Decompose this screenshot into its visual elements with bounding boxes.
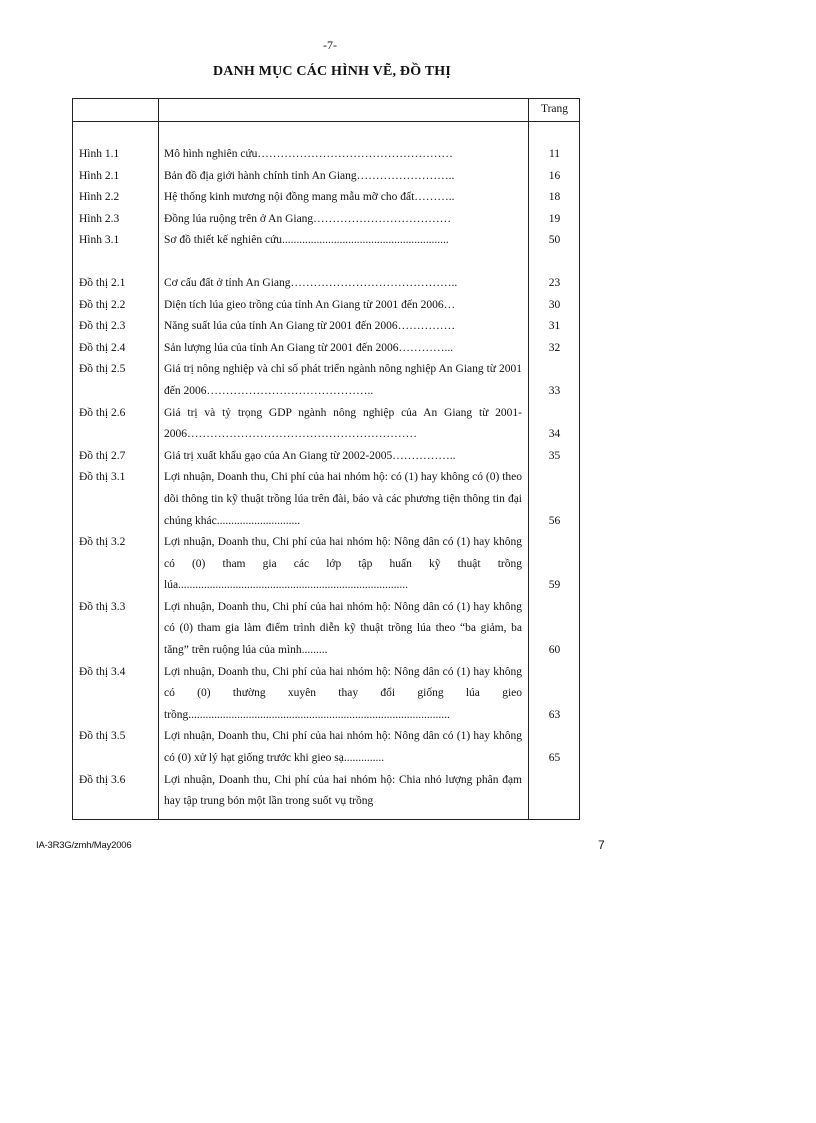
chart-title: Năng suất lúa của tỉnh An Giang từ 2001 đến 2006……………	[164, 320, 456, 333]
figure-label: Hình 2.1	[79, 169, 120, 182]
toc-row	[73, 187, 579, 209]
toc-row	[73, 770, 579, 813]
toc-row	[73, 359, 579, 402]
figure-label: Hình 2.3	[79, 212, 120, 225]
toc-row	[73, 166, 579, 188]
chart-page: 65	[548, 752, 561, 765]
chart-title: Lợi nhuận, Doanh thu, Chi phí của hai nhóm hộ: Chia nhỏ lượng phân đạm hay tập trung bón một lần trong suốt vụ trồng	[164, 773, 522, 808]
chart-label: Đồ thị 2.2	[79, 298, 126, 311]
figure-page: 50	[548, 234, 561, 247]
chart-title: Lợi nhuận, Doanh thu, Chi phí của hai nhóm hộ: Nông dân có (1) hay không có (0) tham gia các lớp tập huấn kỹ thuật trồng lúa................................................................................	[164, 536, 522, 592]
figure-label: Hình 1.1	[79, 148, 120, 160]
toc-row	[73, 446, 579, 468]
toc-row	[73, 467, 579, 532]
chart-page: 35	[548, 449, 561, 462]
chart-page: 63	[548, 708, 561, 721]
toc-row	[73, 295, 579, 317]
toc-row	[73, 209, 579, 231]
footer-code: IA-3R3G/zmh/May2006	[36, 840, 132, 851]
chart-label: Đồ thị 3.2	[79, 536, 126, 549]
toc-row	[73, 662, 579, 727]
figure-label: Hình 2.2	[79, 191, 120, 204]
chart-title: Lợi nhuận, Doanh thu, Chi phí của hai nhóm hộ: Nông dân có (1) hay không có (0) xử lý hạt giống trước khi gieo sạ..............	[164, 730, 522, 765]
chart-title: Giá trị và tỷ trọng GDP ngành nông nghiệp của An Giang từ 2001-2006……………………………………………………	[164, 406, 522, 441]
chart-title: Sản lượng lúa của tỉnh An Giang từ 2001 đến 2006…………...	[164, 341, 454, 354]
figure-label: Hình 3.1	[79, 234, 120, 247]
page-title: DANH MỤC CÁC HÌNH VẼ, ĐỒ THỊ	[212, 64, 452, 79]
chart-page: 31	[548, 320, 561, 333]
figure-title: Bản đồ địa giới hành chính tỉnh An Giang……………………..	[164, 169, 455, 182]
figure-title: Đồng lúa ruộng trên ở An Giang………………………………	[164, 212, 452, 225]
chart-page: 56	[548, 514, 561, 527]
chart-page: 30	[548, 298, 561, 311]
chart-label: Đồ thị 2.3	[79, 320, 126, 333]
toc-row	[73, 316, 579, 338]
toc-rows	[73, 144, 579, 813]
chart-page: 60	[548, 644, 561, 657]
chart-title: Lợi nhuận, Doanh thu, Chi phí của hai nhóm hộ: có (1) hay không có (0) theo dõi thông tin kỹ thuật trồng lúa trên đài, báo và các phương tiện thông tin đại chúng khác.............................	[164, 471, 522, 527]
footer-page-number: 7	[598, 838, 605, 852]
toc-row	[73, 532, 579, 597]
toc-row	[73, 726, 579, 769]
chart-label: Đồ thị 3.6	[79, 773, 126, 786]
chart-page: 23	[548, 276, 561, 289]
figure-page: 16	[548, 169, 561, 182]
chart-label: Đồ thị 2.4	[79, 341, 126, 354]
figure-title: Mô hình nghiên cứu……………………………………………	[164, 148, 453, 160]
toc-row	[73, 230, 579, 252]
figure-page: 18	[548, 191, 561, 204]
chart-page: 34	[548, 428, 561, 441]
figure-title: Sơ đồ thiết kế nghiên cứu..........................................................	[164, 234, 449, 247]
chart-label: Đồ thị 3.4	[79, 665, 126, 678]
chart-label: Đồ thị 3.3	[79, 600, 126, 613]
toc-row	[73, 597, 579, 662]
page-number: -7-	[323, 38, 337, 52]
toc-row	[73, 273, 579, 295]
chart-label: Đồ thị 2.6	[79, 406, 126, 419]
chart-label: Đồ thị 2.7	[79, 449, 126, 462]
figure-page: 19	[548, 212, 561, 225]
chart-title: Cơ cấu đất ở tỉnh An Giang……………………………………..	[164, 276, 458, 289]
chart-label: Đồ thị 2.1	[79, 276, 126, 289]
chart-title: Giá trị xuất khẩu gạo của An Giang từ 2002-2005……………..	[164, 449, 456, 462]
chart-title: Giá trị nông nghiệp và chỉ số phát triển ngành nông nghiệp An Giang từ 2001 đến 2006……………………………………..	[164, 363, 522, 397]
chart-label: Đồ thị 2.5	[79, 363, 126, 376]
chart-title: Lợi nhuận, Doanh thu, Chi phí của hai nhóm hộ: Nông dân có (1) hay không có (0) thường xuyên thay đổi giống lúa gieo trồng...........................................................................................	[164, 665, 522, 721]
page-column-header: Trang	[540, 103, 569, 115]
chart-label: Đồ thị 3.1	[79, 471, 126, 484]
chart-page: 32	[548, 341, 561, 354]
toc-row	[73, 338, 579, 360]
toc-row	[73, 403, 579, 446]
chart-title: Lợi nhuận, Doanh thu, Chi phí của hai nhóm hộ: Nông dân có (1) hay không có (0) tham gia làm điểm trình diễn kỹ thuật trồng lúa theo “ba giảm, ba tăng” trên ruộng lúa của mình.........	[164, 600, 522, 657]
group-spacer	[73, 252, 579, 273]
header-divider	[73, 121, 579, 122]
toc-table	[72, 98, 580, 820]
figure-page: 11	[548, 148, 561, 160]
figure-title: Hệ thống kinh mương nội đồng mang mẫu mỡ cho đất………..	[164, 191, 455, 204]
chart-label: Đồ thị 3.5	[79, 730, 126, 743]
chart-title: Diện tích lúa gieo trồng của tỉnh An Giang từ 2001 đến 2006…	[164, 298, 456, 311]
toc-row	[73, 144, 579, 166]
chart-page: 59	[548, 579, 561, 592]
chart-page: 33	[548, 384, 561, 397]
